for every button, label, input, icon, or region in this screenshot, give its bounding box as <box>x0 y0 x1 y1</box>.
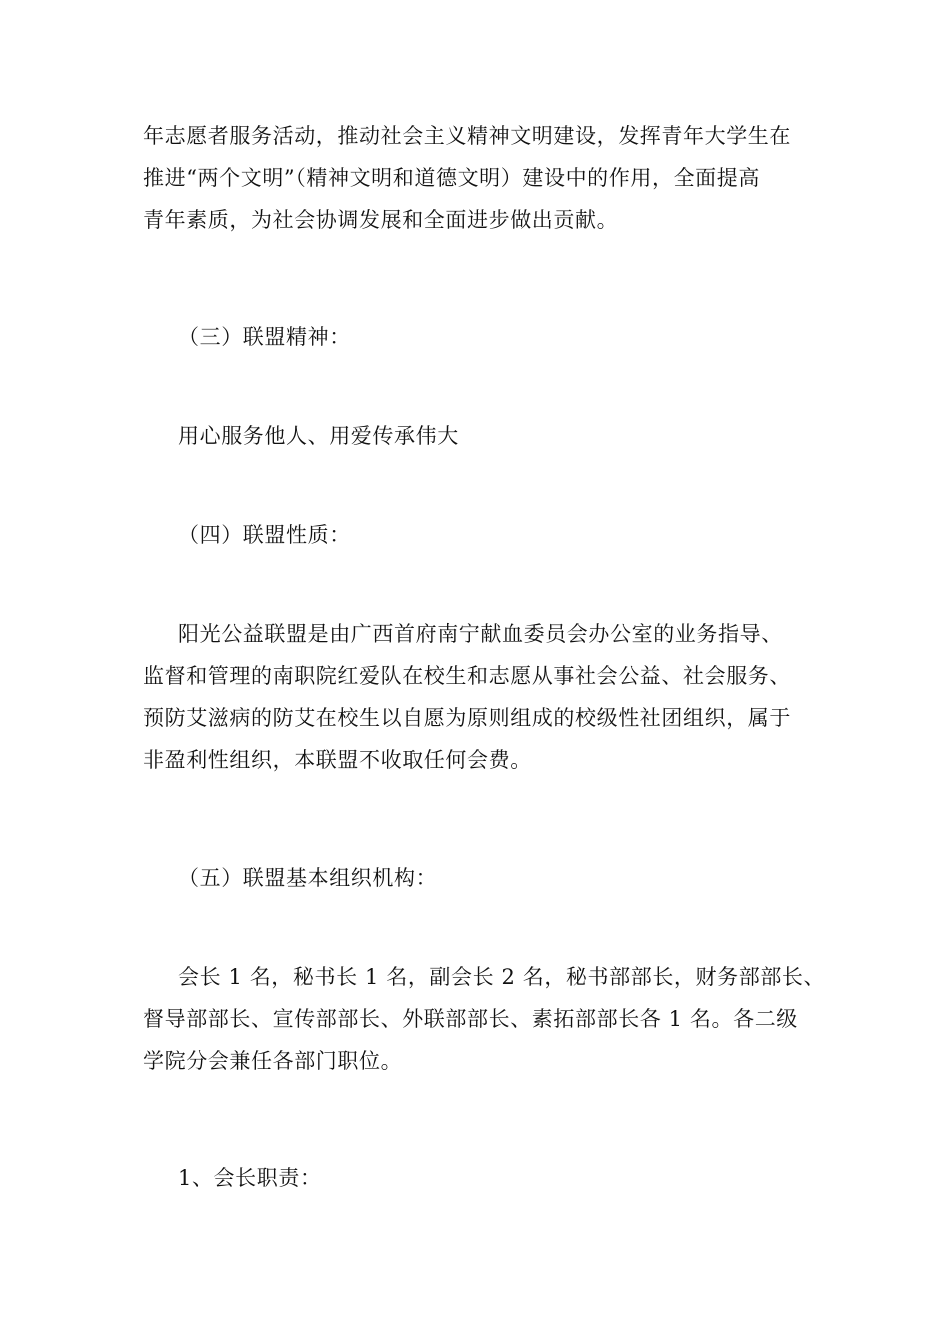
text-line: 阳光公益联盟是由广西首府南宁献血委员会办公室的业务指导、 <box>178 622 783 646</box>
text-line: 学院分会兼任各部门职位。 <box>143 1049 403 1073</box>
heading-spirit <box>143 316 813 358</box>
section-heading: （四）联盟性质： <box>178 523 351 547</box>
heading-structure <box>143 857 813 899</box>
text-line: 监督和管理的南职院红爱队在校生和志愿从事社会公益、社会服务、 <box>143 664 791 688</box>
section-heading: （三）联盟精神： <box>178 325 351 349</box>
paragraph-nature <box>143 613 813 781</box>
heading-nature <box>143 514 813 556</box>
paragraph-spirit <box>143 415 813 457</box>
text-line: 年志愿者服务活动，推动社会主义精神文明建设，发挥青年大学生在 <box>143 124 791 148</box>
section-heading: 1、会长职责： <box>178 1166 322 1190</box>
section-heading: （五）联盟基本组织机构： <box>178 866 438 890</box>
text-line: 预防艾滋病的防艾在校生以自愿为原则组成的校级性社团组织，属于 <box>143 706 791 730</box>
text-line: 青年素质，为社会协调发展和全面进步做出贡献。 <box>143 208 619 232</box>
paragraph-structure <box>143 956 826 1082</box>
text-line: 会长 1 名，秘书长 1 名，副会长 2 名，秘书部部长，财务部部长、 <box>178 965 826 989</box>
text-line: 非盈利性组织，本联盟不收取任何会费。 <box>143 748 532 772</box>
text-line: 用心服务他人、用爱传承伟大 <box>178 424 459 448</box>
text-line: 推进“两个文明”（精神文明和道德文明）建设中的作用，全面提高 <box>143 166 760 190</box>
text-line: 督导部部长、宣传部部长、外联部部长、素拓部部长各 1 名。各二级 <box>143 1007 798 1031</box>
heading-president <box>143 1157 813 1199</box>
paragraph-intro <box>143 115 813 241</box>
